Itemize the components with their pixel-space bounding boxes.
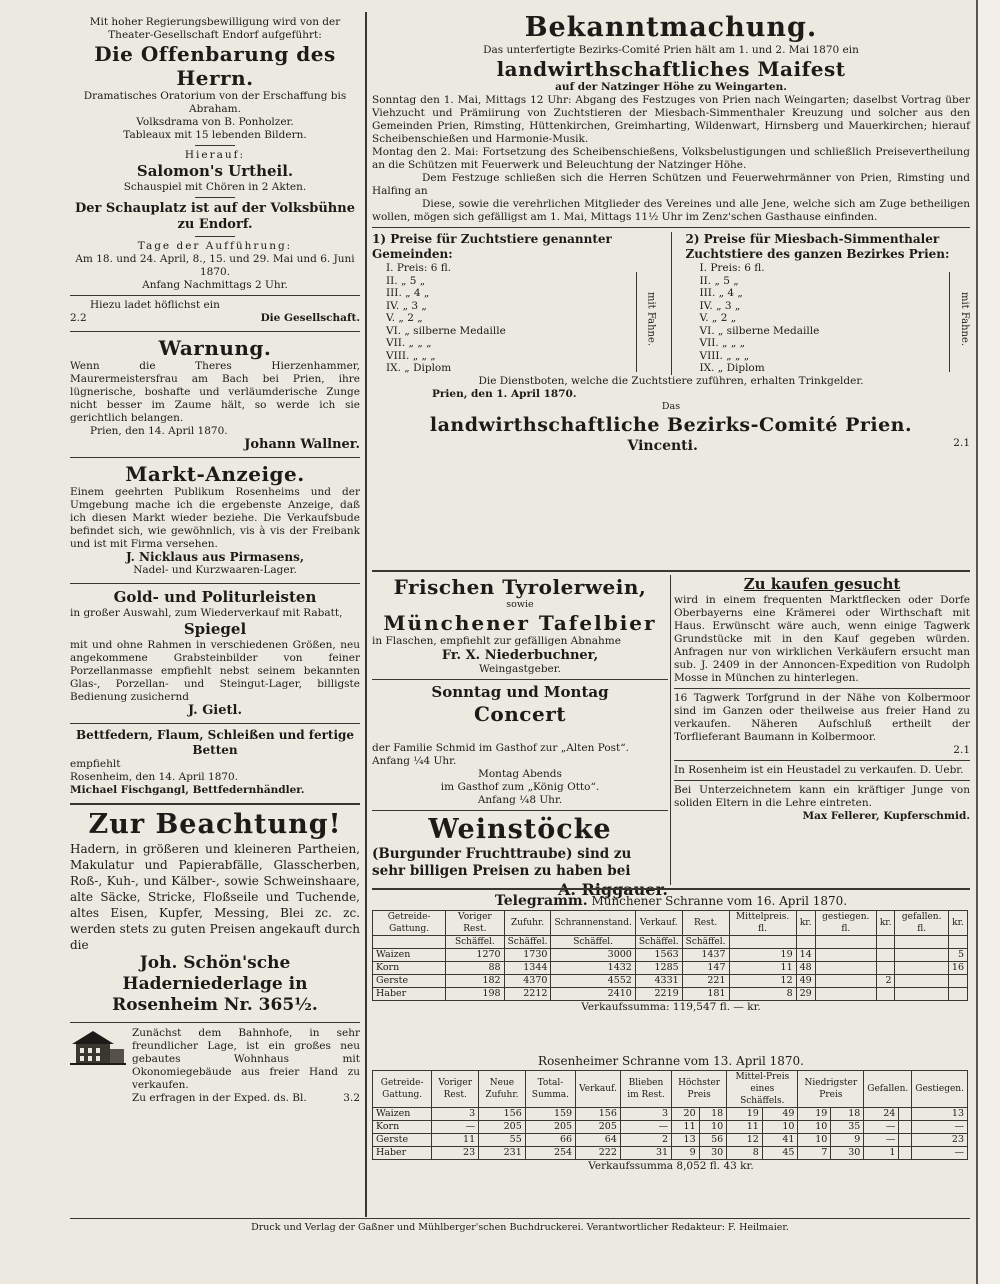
table-cell: 66 [525, 1134, 575, 1147]
table-cell: 10 [798, 1121, 831, 1134]
rosen-h9: Gefallen. [864, 1071, 912, 1108]
rosen-h5: Blieben im Rest. [620, 1071, 671, 1108]
table-cell: 2410 [551, 988, 635, 1001]
table-cell: 205 [479, 1121, 526, 1134]
bek-date: Prien, den 1. April 1870. [432, 387, 577, 400]
bek-title: Bekanntmachung. [524, 12, 818, 43]
rosen-title: Rosenheimer Schranne vom 13. April 1870. [538, 1054, 804, 1068]
table-cell: 2219 [635, 988, 682, 1001]
rosen-h10: Gestiegen. [912, 1071, 968, 1108]
table-cell: 55 [479, 1134, 526, 1147]
table-cell: 19 [727, 1108, 763, 1121]
table-cell: 64 [576, 1134, 621, 1147]
table-cell: 11 [432, 1134, 479, 1147]
table-cell: Korn [373, 962, 446, 975]
table-cell: 9 [831, 1134, 864, 1147]
table-cell: 1730 [504, 949, 551, 962]
table-cell [899, 1121, 912, 1134]
table-cell: 3000 [551, 949, 635, 962]
wein-title: Weinstöcke [428, 814, 612, 845]
table-cell: 231 [479, 1147, 526, 1160]
table-cell: Haber [373, 988, 446, 1001]
tele-h4: Verkauf. [635, 911, 682, 936]
tele-sum: Verkaufssumma: 119,547 fl. — kr. [581, 1001, 761, 1013]
table-cell [815, 975, 876, 988]
tele-h11: kr. [948, 911, 967, 936]
table-cell: 182 [446, 975, 504, 988]
table-cell: 254 [525, 1147, 575, 1160]
theater-ad [70, 16, 360, 325]
theater-days-label: Tage der Aufführung: [137, 240, 293, 252]
table-cell: 88 [446, 962, 504, 975]
table-cell: 1437 [682, 949, 729, 962]
tele-h1: Voriger Rest. [446, 911, 504, 936]
tele-h9: kr. [876, 911, 895, 936]
table-cell: 5 [948, 949, 967, 962]
rosen-sum: Verkaufssumma 8,052 fl. 43 kr. [588, 1160, 754, 1172]
table-cell: 1344 [504, 962, 551, 975]
table-cell: — [620, 1121, 671, 1134]
table-cell: 205 [525, 1121, 575, 1134]
prize-item: VII. „ „ „ [386, 337, 432, 349]
table-cell: 1270 [446, 949, 504, 962]
table-cell: 23 [912, 1134, 968, 1147]
torf-num: 2.1 [953, 744, 970, 756]
prize-item: III. „ 4 „ [699, 287, 743, 299]
table-cell: 1563 [635, 949, 682, 962]
table-cell: — [864, 1134, 899, 1147]
bek-das: Das [661, 400, 681, 412]
table-cell: 3 [620, 1108, 671, 1121]
table-cell: 29 [796, 988, 815, 1001]
table-cell: 4552 [551, 975, 635, 988]
theater-start: Anfang Nachmittags 2 Uhr. [142, 279, 288, 291]
bekanntmachung-ad [372, 12, 970, 567]
prize-item: VI. „ silberne Medaille [699, 324, 820, 337]
prize-item: IX. „ Diplom [386, 362, 452, 374]
table-cell: — [912, 1147, 968, 1160]
table-cell: 181 [682, 988, 729, 1001]
table-cell: — [912, 1121, 968, 1134]
table-row [373, 962, 968, 975]
prize-box-2 [686, 232, 971, 375]
rosen-h6: Höchster Preis [672, 1071, 727, 1108]
table-cell: 49 [796, 975, 815, 988]
table-cell: 222 [576, 1147, 621, 1160]
table-cell: 11 [727, 1121, 763, 1134]
table-cell [876, 988, 895, 1001]
torf-text: 16 Tagwerk Torfgrund in der Nähe von Kolbermoor sind im Ganzen oder theilweise aus freier Hand zu verkaufen. Näheren Aufschluß ertheilt der Torflieferant Baumann in Kolbermoor. [674, 692, 970, 743]
rosen-h4: Verkauf. [576, 1071, 621, 1108]
table-cell: 11 [729, 962, 796, 975]
table-cell: 56 [699, 1134, 727, 1147]
bek-note: Die Dienstboten, welche die Zuchtstiere zuführen, erhalten Trinkgelder. [478, 374, 864, 387]
tirol-ad [372, 575, 668, 743]
tele-unit: Schäffel. [551, 936, 635, 949]
tele-h8: gestiegen. fl. [815, 911, 876, 936]
tele-unit: Schäffel. [682, 936, 729, 949]
table-cell: 24 [864, 1108, 899, 1121]
table-cell: 7 [798, 1147, 831, 1160]
warnung-date: Prien, den 14. April 1870. [90, 425, 228, 437]
markt-ad [70, 462, 360, 577]
table-cell: 19 [729, 949, 796, 962]
table-cell: 8 [729, 988, 796, 1001]
kaufen-text: wird in einem frequenten Marktflecken oder Dorfe Oberbayerns eine Krämerei oder Wirthschaft mit Haus. Erwünscht wäre auch, wenn einige Tagwerk Grundstücke mit in den Kauf gegeben würden. Anfragen nur von wirklichen Verkäufern ersucht man sub. J. 2409 in der Annoncen-Expedition von Rudolph Mosse in München zu hinterlegen. [674, 594, 970, 684]
prize-item: VIII. „ „ „ [699, 349, 750, 362]
lehr-text: Bei Unterzeichnetem kann ein kräftiger Junge von soliden Eltern in die Lehre eintreten. [674, 784, 970, 809]
concert-text3: im Gasthof zum „König Otto“. [440, 781, 600, 793]
telegramm-section [372, 892, 970, 1052]
table-row [373, 988, 968, 1001]
concert-title: Sonntag und Montag [431, 683, 609, 701]
table-cell [948, 975, 967, 988]
theater-num: 2.2 [70, 312, 87, 324]
bek-p4: Diese, sowie die verehrlichen Mitglieder des Vereines und alle Jene, welche sich am Zuge betheiligen wollen, mögen sich gefälligst am 1. Mai, Mittags 11½ Uhr im Zenz'schen Gasthause einfinden. [372, 198, 970, 223]
tele-h3: Schrannenstand. [551, 911, 635, 936]
gold-title2: Spiegel [183, 620, 247, 638]
table-cell [815, 962, 876, 975]
prize-item: I. Preis: 6 fl. [699, 262, 765, 274]
table-row [373, 1134, 968, 1147]
prize-item: IV. „ 3 „ [699, 299, 741, 312]
box2-side: mit Fahne. [959, 292, 970, 347]
table-cell: 2212 [504, 988, 551, 1001]
table-cell: 2 [620, 1134, 671, 1147]
table-cell: 221 [682, 975, 729, 988]
warnung-title: Warnung. [158, 336, 272, 360]
telegramm-table [372, 910, 968, 1001]
table-cell: Korn [373, 1121, 432, 1134]
prize-list-2 [686, 262, 971, 375]
table-cell: 48 [796, 962, 815, 975]
tele-h6: Mittelpreis. fl. [729, 911, 796, 936]
theater-sub4: Schauspiel mit Chören in 2 Akten. [123, 181, 307, 193]
theater-sub3: Tableaux mit 15 lebenden Bildern. [123, 129, 307, 141]
table-cell: 30 [699, 1147, 727, 1160]
tele-unit: Schäffel. [635, 936, 682, 949]
table-cell [895, 988, 948, 1001]
bek-title2: landwirthschaftliches Maifest [496, 57, 846, 81]
table-cell: 18 [699, 1108, 727, 1121]
table-cell: 1432 [551, 962, 635, 975]
theater-stage: Der Schauplatz ist auf der Volksbühne zu Endorf. [75, 201, 355, 232]
table-cell: 30 [831, 1147, 864, 1160]
beachtung-text: Hadern, in größeren und kleineren Partheien, Makulatur und Papierabfälle, Glasscherben, Roß-, Kuh-, und Kälber-, sowie Schweinshaare, alte Säcke, Stricke, Floßseile und Tuchende, altes Eisen, Kupfer, Messing, Blei zc. zc. werden stets zu guten Preisen angekauft durch die [70, 842, 360, 952]
markt-title: Markt-Anzeige. [125, 462, 305, 486]
bek-p1: Sonntag den 1. Mai, Mittags 12 Uhr: Abgang des Festzuges von Prien nach Weingarten; daselbst Vortrag über Viehzucht und Prämiirung von Zuchtstieren der Miesbach-Simmenthaler Kreuzung und solcher aus den Gemeinden Prien, Rimsting, Hüttenkirchen, Greimharting, Wildenwart, Hirnsberg und Mauerkirchen; hierauf Scheibenschießen und Harmonie-Musik. [372, 94, 970, 145]
table-cell: 10 [798, 1134, 831, 1147]
rosenheim-table [372, 1070, 968, 1160]
markt-text: Einem geehrten Publikum Rosenheims und der Umgebung mache ich die ergebenste Anzeige, daß ich diesen Markt wieder beziehe. Die Verkaufsbude befindet sich, wie gewöhnlich, vis à vis der Freibank und ist mit Firma versehen. [70, 486, 360, 550]
table-cell: 16 [948, 962, 967, 975]
prize-item: VI. „ silberne Medaille [386, 324, 506, 337]
table-cell [895, 962, 948, 975]
tele-h2: Zufuhr. [504, 911, 551, 936]
gold-text2: mit und ohne Rahmen in verschiedenen Größen, neu angekommene Grabsteinbilder von feiner Porzellanmasse empfiehlt nebst seinem bekannten Glas-, Porzellan- und Steingut-Lager, billigste Bedienung zusichernd [70, 639, 360, 703]
table-cell: 9 [672, 1147, 700, 1160]
bett-text: empfiehlt [70, 758, 121, 770]
rosen-h2: Neue Zufuhr. [479, 1071, 526, 1108]
concert-ad [372, 742, 668, 882]
table-cell: 41 [762, 1134, 798, 1147]
tele-unit: Schäffel. [446, 936, 504, 949]
tele-h10: gefallen. fl. [895, 911, 948, 936]
concert-text: der Familie Schmid im Gasthof zur „Alten Post“. Anfang ¼4 Uhr. [372, 742, 629, 767]
left-column [70, 12, 360, 1212]
table-cell: 159 [525, 1108, 575, 1121]
warnung-sign: Johann Wallner. [244, 437, 360, 452]
gold-title: Gold- und Politurleisten [113, 588, 317, 606]
bek-num: 2.1 [953, 436, 970, 449]
table-row [373, 1147, 968, 1160]
beachtung-ad [70, 809, 360, 1016]
prize-item: V. „ 2 „ [386, 312, 423, 324]
prize-item: IX. „ Diplom [699, 362, 765, 374]
box2-title: 2) Preise für Miesbach-Simmenthaler Zuchtstiere des ganzen Bezirkes Prien: [685, 232, 950, 261]
table-cell [948, 988, 967, 1001]
table-cell: Gerste [373, 975, 446, 988]
theater-title: Die Offenbarung des Herrn. [94, 42, 336, 90]
right-small-ads [674, 575, 970, 885]
table-cell: 35 [831, 1121, 864, 1134]
table-cell: 20 [672, 1108, 700, 1121]
table-cell [895, 949, 948, 962]
wein-text: (Burgunder Fruchttraube) sind zu sehr billigen Preisen zu haben bei [372, 846, 632, 879]
theater-sub2: Volksdrama von B. Ponholzer. [136, 116, 294, 128]
table-cell: 198 [446, 988, 504, 1001]
bett-title: Bettfedern, Flaum, Schleißen und fertige Betten [75, 728, 355, 757]
tele-h5: Rest. [682, 911, 729, 936]
prize-boxes [372, 232, 970, 375]
theater-hierauf: Hierauf: [184, 149, 246, 161]
table-cell: 8 [727, 1147, 763, 1160]
haus-ad [70, 1027, 360, 1105]
table-cell: 147 [682, 962, 729, 975]
table-cell: 10 [699, 1121, 727, 1134]
concert-text4: Anfang ¼8 Uhr. [477, 794, 563, 806]
tirol-title2: Münchener Tafelbier [383, 611, 657, 635]
table-cell [876, 962, 895, 975]
haus-ref: Zu erfragen in der Exped. ds. Bl. [132, 1092, 307, 1104]
prize-item: III. „ 4 „ [386, 287, 430, 299]
gold-ad [70, 588, 360, 717]
warnung-ad [70, 336, 360, 451]
tele-h0: Getreide-Gattung. [373, 911, 446, 936]
concert-title2: Concert [474, 702, 566, 726]
table-cell: — [864, 1121, 899, 1134]
bek-sign: Vincenti. [627, 437, 698, 454]
prize-item: V. „ 2 „ [699, 312, 737, 324]
table-cell: Gerste [373, 1134, 432, 1147]
markt-sign2: Nadel- und Kurzwaaren-Lager. [133, 564, 297, 576]
table-cell: 11 [672, 1121, 700, 1134]
warnung-text: Wenn die Theres Hierzenhammer, Maurermeistersfrau am Bach bei Prien, ihre lügnerische, boshafte und verläumderische Zunge nicht besser im Zaume hält, so werde ich sie gerichtlich belangen. [70, 360, 360, 424]
table-cell: 31 [620, 1147, 671, 1160]
theater-invite: Hiezu ladet höflichst ein [90, 299, 220, 311]
table-row [373, 1121, 968, 1134]
rosen-h7: Mittel-Preis eines Schäffels. [727, 1071, 798, 1108]
table-cell: 12 [727, 1134, 763, 1147]
bek-comite: landwirthschaftliche Bezirks-Comité Prien. [429, 413, 913, 436]
table-row [373, 949, 968, 962]
rosenheim-section [372, 1052, 970, 1212]
table-cell: 4331 [635, 975, 682, 988]
rosen-h8: Niedrigster Preis [798, 1071, 864, 1108]
rosen-h0: Getreide-Gattung. [373, 1071, 432, 1108]
bek-intro: Das unterfertigte Bezirks-Comité Prien hält am 1. und 2. Mai 1870 ein [483, 44, 859, 56]
table-cell: 49 [762, 1108, 798, 1121]
box1-side: mit Fahne. [645, 292, 657, 347]
tele-unit: Schäffel. [504, 936, 551, 949]
theater-sign: Die Gesellschaft. [260, 312, 360, 324]
bek-p2: Montag den 2. Mai: Fortsetzung des Scheibenschießens, Volksbelustigungen und schließlich Preisevertheilung an die Schützen mit Feuerwerk und Beleuchtung der Natzinger Höhe. [372, 146, 970, 171]
table-cell [876, 949, 895, 962]
table-cell: 13 [912, 1108, 968, 1121]
table-cell: 23 [432, 1147, 479, 1160]
bett-ad [70, 728, 360, 797]
tirol-sowie: sowie [506, 599, 534, 610]
table-cell: 45 [762, 1147, 798, 1160]
haus-text: Zunächst dem Bahnhofe, in sehr freundlicher Lage, ist ein großes neu gebautes Wohnhaus mit Okonomiegebäude aus freier Hand zu verkaufen. [132, 1027, 360, 1091]
prize-item: VII. „ „ „ [699, 337, 746, 349]
heu-text: In Rosenheim ist ein Heustadel zu verkaufen. D. Uebr. [674, 764, 964, 776]
table-cell: 13 [672, 1134, 700, 1147]
table-row [373, 975, 968, 988]
theater-days: Am 18. und 24. April, 8., 15. und 29. Mai und 6. Juni 1870. [75, 253, 355, 278]
table-cell [815, 949, 876, 962]
table-cell: 14 [796, 949, 815, 962]
page-edge [976, 0, 1000, 1284]
theater-sub1: Dramatisches Oratorium von der Erschaffung bis Abraham. [83, 90, 347, 115]
table-row [373, 1108, 968, 1121]
table-cell: 4370 [504, 975, 551, 988]
gold-sign: J. Gietl. [188, 703, 242, 718]
tirol-text: in Flaschen, empfiehlt zur gefälligen Abnahme [372, 635, 621, 647]
prize-item: II. „ 5 „ [699, 274, 739, 287]
markt-sign: J. Nicklaus aus Pirmasens, [125, 550, 305, 564]
haus-num: 3.2 [343, 1092, 360, 1104]
table-cell [899, 1147, 912, 1160]
tele-subtitle: Münchener Schranne vom 16. April 1870. [591, 894, 848, 908]
table-cell: 205 [576, 1121, 621, 1134]
table-cell: 2 [876, 975, 895, 988]
concert-text2: Montag Abends [478, 768, 562, 780]
table-cell [899, 1108, 912, 1121]
prize-item: II. „ 5 „ [386, 274, 426, 287]
table-cell: 156 [479, 1108, 526, 1121]
bek-where: auf der Natzinger Höhe zu Weingarten. [555, 81, 787, 93]
table-cell: 156 [576, 1108, 621, 1121]
box1-title: 1) Preise für Zuchtstiere genannter Gemeinden: [372, 232, 612, 261]
bek-p3: Dem Festzuge schließen sich die Herren Schützen und Feuerwehrmänner von Prien, Rimsting und Halfing an [372, 172, 970, 197]
prize-item: I. Preis: 6 fl. [386, 262, 452, 274]
prize-item: IV. „ 3 „ [386, 299, 427, 312]
table-cell: 10 [762, 1121, 798, 1134]
beachtung-firm: Joh. Schön'sche Haderniederlage in Rosenheim Nr. 365½. [112, 953, 318, 1015]
rosen-h3: Total-Summa. [525, 1071, 575, 1108]
footer-imprint: Druck und Verlag der Gaßner und Mühlberger'schen Buchdruckerei. Verantwortlicher Redakteur: F. Heilmaier. [251, 1222, 789, 1233]
table-cell: 3 [432, 1108, 479, 1121]
table-cell: Waizen [373, 1108, 432, 1121]
tele-title: Telegramm. [494, 893, 588, 909]
prize-list-1 [372, 262, 657, 375]
table-cell: 19 [798, 1108, 831, 1121]
house-illustration [70, 1027, 126, 1067]
table-cell [895, 975, 948, 988]
table-cell: Waizen [373, 949, 446, 962]
table-cell: 1 [864, 1147, 899, 1160]
prize-item: VIII. „ „ „ [386, 349, 436, 362]
bett-sign: Michael Fischgangl, Bettfedernhändler. [70, 784, 305, 796]
lehr-sign: Max Fellerer, Kupferschmid. [802, 810, 970, 822]
tirol-sign: Fr. X. Niederbuchner, [441, 648, 599, 663]
gold-text: in großer Auswahl, zum Wiederverkauf mit Rabatt, [70, 607, 343, 619]
table-cell: — [432, 1121, 479, 1134]
table-cell [815, 988, 876, 1001]
tirol-sign2: Weingastgeber. [479, 663, 561, 675]
theater-intro: Mit hoher Regierungsbewilligung wird von der Theater-Gesellschaft Endorf aufgeführt: [89, 16, 341, 41]
kaufen-title: Zu kaufen gesucht [743, 575, 901, 593]
table-cell: 12 [729, 975, 796, 988]
prize-box-1 [372, 232, 657, 375]
table-cell: Haber [373, 1147, 432, 1160]
tirol-title: Frischen Tyrolerwein, [393, 575, 647, 599]
beachtung-title: Zur Beachtung! [88, 809, 342, 840]
theater-title2: Salomon's Urtheil. [136, 162, 294, 180]
table-cell [899, 1134, 912, 1147]
rosen-h1: Voriger Rest. [432, 1071, 479, 1108]
tele-h7: kr. [796, 911, 815, 936]
bett-date: Rosenheim, den 14. April 1870. [70, 771, 239, 783]
table-cell: 1285 [635, 962, 682, 975]
table-cell: 18 [831, 1108, 864, 1121]
